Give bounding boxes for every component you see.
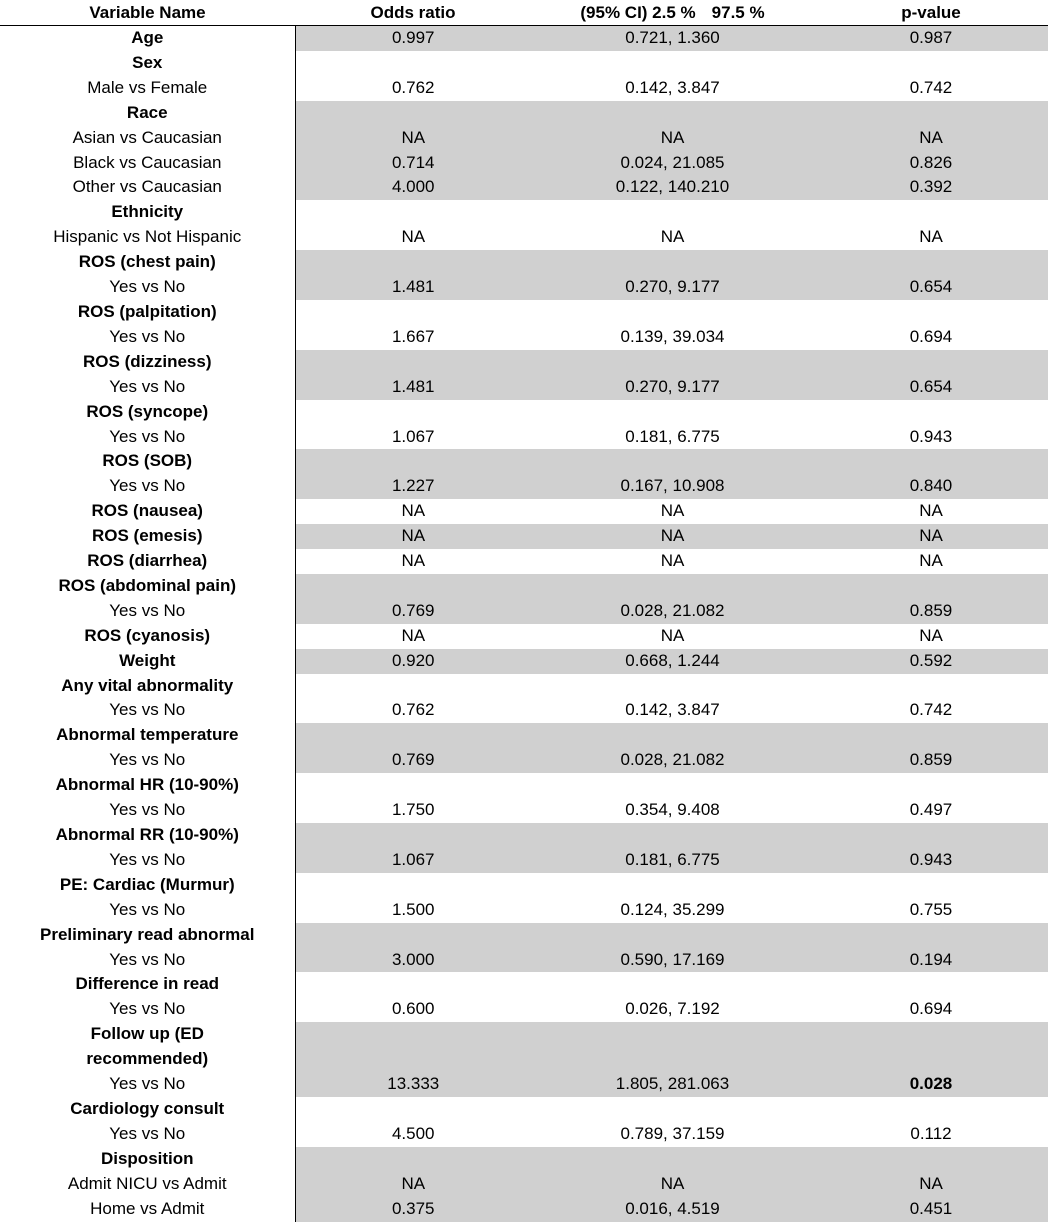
- variable-title: Preliminary read abnormal: [40, 924, 255, 944]
- ci-cell: 0.122, 140.210: [531, 175, 814, 200]
- p-value-cell: 0.028: [814, 1022, 1048, 1097]
- ci-cell: NA: [531, 101, 814, 151]
- p-value-cell: 0.742: [909, 77, 953, 97]
- ci-cell: 0.026, 7.192: [625, 999, 720, 1019]
- odds-ratio-cell: 0.375: [295, 1197, 531, 1222]
- odds-ratio-cell: 1.067: [295, 823, 531, 873]
- variable-comparison: Yes vs No: [109, 849, 186, 869]
- ci-cell: 0.028, 21.082: [531, 723, 814, 773]
- odds-ratio-cell: 0.920: [295, 649, 531, 674]
- ci-cell: 0.721, 1.360: [531, 26, 814, 51]
- odds-ratio-cell: 1.750: [391, 800, 435, 820]
- p-value-cell: 0.694: [909, 326, 953, 346]
- p-value-cell: 0.826: [814, 151, 1048, 176]
- table-row: [0, 26, 1048, 51]
- variable-cell: [0, 1197, 295, 1222]
- variable-comparison: Yes vs No: [109, 600, 186, 620]
- odds-ratio-cell: 1.481: [295, 350, 531, 400]
- p-value-cell: 0.592: [814, 649, 1048, 674]
- p-value-cell: NA: [919, 551, 943, 571]
- table-row: [0, 624, 1048, 649]
- variable-cell: [0, 923, 295, 973]
- p-value-cell: 0.755: [909, 899, 953, 919]
- odds-ratio-cell: 4.000: [295, 175, 531, 200]
- variable-comparison: Male vs Female: [87, 77, 208, 97]
- ci-cell: 0.181, 6.775: [625, 426, 720, 446]
- table-row: [0, 250, 1048, 300]
- variable-title: Follow up (ED recommended): [86, 1024, 209, 1069]
- odds-ratio-cell: NA: [295, 524, 531, 549]
- variable-title: ROS (SOB): [102, 451, 193, 471]
- variable-title: Race: [126, 102, 168, 122]
- odds-ratio-cell: 0.762: [391, 700, 435, 720]
- table-row: [0, 524, 1048, 549]
- variable-cell: [0, 400, 295, 450]
- ci-cell: 0.270, 9.177: [531, 250, 814, 300]
- variable-title: Abnormal temperature: [56, 725, 239, 745]
- variable-title: Difference in read: [75, 974, 220, 994]
- ci-cell: 0.124, 35.299: [620, 899, 725, 919]
- variable-title: ROS (dizziness): [83, 351, 212, 371]
- ci-cell: NA: [660, 227, 685, 247]
- odds-ratio-cell: 1.481: [295, 250, 531, 300]
- ci-cell: NA: [660, 501, 685, 521]
- variable-comparison: Yes vs No: [109, 999, 186, 1019]
- ci-cell: 0.167, 10.908: [531, 449, 814, 499]
- variable-comparison: Yes vs No: [109, 949, 186, 969]
- variable-title: Disposition: [100, 1148, 194, 1168]
- variable-cell: [0, 250, 295, 300]
- variable-title: Weight: [119, 650, 176, 670]
- variable-cell: [0, 624, 295, 649]
- header-ci: [531, 0, 814, 26]
- variable-title: Abnormal HR (10-90%): [55, 775, 239, 795]
- odds-ratio-cell: NA: [401, 227, 426, 247]
- ci-cell: 0.024, 21.085: [531, 151, 814, 176]
- ci-cell: 0.668, 1.244: [531, 649, 814, 674]
- variable-comparison: Asian vs Caucasian: [72, 127, 222, 147]
- table-row: [0, 175, 1048, 200]
- p-value-cell: 0.392: [814, 175, 1048, 200]
- odds-ratio-cell: 0.769: [295, 723, 531, 773]
- table-row: [0, 574, 1048, 624]
- variable-title: ROS (palpitation): [77, 301, 217, 321]
- variable-comparison: Admit NICU vs Admit: [67, 1173, 227, 1193]
- variable-cell: [0, 674, 295, 724]
- p-value-cell: NA: [919, 227, 943, 247]
- p-value-cell: 0.943: [909, 426, 953, 446]
- variable-cell: [0, 175, 295, 200]
- variable-title: ROS (chest pain): [78, 252, 216, 272]
- ci-cell: NA: [660, 625, 685, 645]
- ci-cell: NA: [531, 524, 814, 549]
- p-value-cell: 0.742: [909, 700, 953, 720]
- variable-cell: [0, 200, 295, 250]
- ci-cell: 0.142, 3.847: [625, 77, 720, 97]
- variable-cell: [0, 549, 295, 574]
- variable-cell: [0, 524, 295, 549]
- variable-comparison: Yes vs No: [109, 277, 186, 297]
- table-row: [0, 873, 1048, 923]
- ci-cell: 0.181, 6.775: [531, 823, 814, 873]
- odds-ratio-cell: 1.667: [391, 326, 435, 346]
- variable-comparison: Yes vs No: [109, 1074, 186, 1094]
- ci-cell: NA: [531, 1147, 814, 1197]
- variable-cell: [0, 773, 295, 823]
- ci-cell: 0.142, 3.847: [625, 700, 720, 720]
- p-value-cell: 0.654: [814, 250, 1048, 300]
- variable-title: Sex: [132, 52, 163, 72]
- table-row: [0, 400, 1048, 450]
- variable-comparison: Yes vs No: [109, 700, 186, 720]
- variable-comparison: Hispanic vs Not Hispanic: [53, 227, 242, 247]
- table-row: [0, 499, 1048, 524]
- variable-comparison: Yes vs No: [109, 476, 186, 496]
- variable-cell: [0, 26, 295, 51]
- table-body: [0, 26, 1048, 1222]
- variable-cell: [0, 972, 295, 1022]
- table-row: [0, 1097, 1048, 1147]
- p-value-cell: 0.987: [814, 26, 1048, 51]
- table-row: [0, 773, 1048, 823]
- odds-ratio-cell: 0.762: [391, 77, 435, 97]
- table-row: [0, 200, 1048, 250]
- odds-ratio-cell: NA: [295, 101, 531, 151]
- table-row: [0, 449, 1048, 499]
- variable-cell: [0, 873, 295, 923]
- variable-comparison: Yes vs No: [109, 800, 186, 820]
- odds-ratio-cell: 0.997: [295, 26, 531, 51]
- table-row: [0, 723, 1048, 773]
- odds-ratio-cell: 0.600: [391, 999, 435, 1019]
- variable-comparison: Yes vs No: [109, 750, 186, 770]
- odds-ratio-cell: 13.333: [295, 1022, 531, 1097]
- ci-cell: 0.354, 9.408: [625, 800, 720, 820]
- table-row: [0, 151, 1048, 176]
- header-odds-ratio: Odds ratio: [295, 0, 531, 26]
- odds-ratio-cell: 0.714: [295, 151, 531, 176]
- variable-cell: [0, 1022, 295, 1097]
- variable-title: ROS (abdominal pain): [58, 575, 237, 595]
- table-row: [0, 972, 1048, 1022]
- variable-title: Any vital abnormality: [61, 675, 234, 695]
- ci-cell: 0.016, 4.519: [531, 1197, 814, 1222]
- variable-cell: [0, 51, 295, 101]
- table-row: [0, 923, 1048, 973]
- header-p-value: p-value: [814, 0, 1048, 26]
- p-value-cell: 0.840: [814, 449, 1048, 499]
- header-ci-lower: (95% CI) 2.5 %: [580, 2, 696, 22]
- odds-ratio-cell: 4.500: [391, 1123, 435, 1143]
- ci-cell: 0.789, 37.159: [620, 1123, 725, 1143]
- p-value-cell: NA: [919, 625, 943, 645]
- variable-title: ROS (emesis): [91, 526, 203, 546]
- variable-comparison: Yes vs No: [109, 426, 186, 446]
- p-value-cell: NA: [814, 524, 1048, 549]
- variable-cell: [0, 649, 295, 674]
- odds-ratio-cell: 0.769: [295, 574, 531, 624]
- variable-comparison: Black vs Caucasian: [73, 152, 222, 172]
- table-row: [0, 300, 1048, 350]
- variable-cell: [0, 300, 295, 350]
- table-row: [0, 549, 1048, 574]
- ci-cell: 1.805, 281.063: [531, 1022, 814, 1097]
- variable-cell: [0, 151, 295, 176]
- variable-comparison: Home vs Admit: [90, 1198, 205, 1218]
- header-row: [0, 0, 1048, 26]
- p-value-cell: 0.497: [909, 800, 953, 820]
- odds-ratio-cell: 1.500: [391, 899, 435, 919]
- table-header: [0, 0, 1048, 26]
- p-value-cell: 0.194: [814, 923, 1048, 973]
- table-row: [0, 1147, 1048, 1197]
- variable-title: ROS (cyanosis): [84, 625, 211, 645]
- p-value-cell: 0.654: [814, 350, 1048, 400]
- table-row: [0, 1197, 1048, 1222]
- variable-cell: [0, 449, 295, 499]
- p-value-cell: 0.859: [814, 574, 1048, 624]
- table-row: [0, 674, 1048, 724]
- variable-cell: [0, 574, 295, 624]
- table-row: [0, 823, 1048, 873]
- variable-comparison: Yes vs No: [109, 1123, 186, 1143]
- header-ci-upper: 97.5 %: [711, 2, 765, 22]
- variable-title: Age: [131, 28, 164, 47]
- odds-ratio-cell: NA: [401, 501, 426, 521]
- ci-cell: 0.139, 39.034: [620, 326, 725, 346]
- variable-title: ROS (nausea): [91, 501, 203, 521]
- p-value-cell: 0.694: [909, 999, 953, 1019]
- variable-title: ROS (diarrhea): [87, 551, 208, 571]
- variable-cell: [0, 499, 295, 524]
- table-row: [0, 649, 1048, 674]
- ci-cell: NA: [660, 551, 685, 571]
- variable-title: PE: Cardiac (Murmur): [59, 874, 235, 894]
- variable-cell: [0, 101, 295, 151]
- variable-title: Abnormal RR (10-90%): [55, 825, 239, 844]
- p-value-cell: 0.859: [814, 723, 1048, 773]
- p-value-cell: NA: [814, 1147, 1048, 1197]
- odds-ratio-cell: 1.067: [391, 426, 435, 446]
- variable-title: ROS (syncope): [86, 401, 209, 421]
- p-value-cell: 0.112: [910, 1123, 952, 1143]
- variable-comparison: Yes vs No: [109, 899, 186, 919]
- ci-cell: 0.590, 17.169: [531, 923, 814, 973]
- p-value-cell: 0.451: [814, 1197, 1048, 1222]
- variable-cell: [0, 1097, 295, 1147]
- odds-ratio-cell: NA: [401, 551, 426, 571]
- variable-cell: [0, 1147, 295, 1197]
- odds-ratio-cell: NA: [295, 1147, 531, 1197]
- variable-cell: [0, 350, 295, 400]
- variable-title: Ethnicity: [111, 202, 184, 222]
- p-value-cell: NA: [919, 501, 943, 521]
- variable-comparison: Yes vs No: [109, 376, 186, 396]
- odds-ratio-cell: 3.000: [295, 923, 531, 973]
- ci-cell: 0.270, 9.177: [531, 350, 814, 400]
- table-row: [0, 350, 1048, 400]
- table-row: [0, 1022, 1048, 1097]
- table-row: [0, 101, 1048, 151]
- odds-ratio-cell: NA: [401, 625, 426, 645]
- ci-cell: 0.028, 21.082: [531, 574, 814, 624]
- header-variable-name: Variable Name: [0, 0, 295, 26]
- variable-cell: [0, 723, 295, 773]
- p-value-cell: NA: [814, 101, 1048, 151]
- variable-comparison: Yes vs No: [109, 326, 186, 346]
- p-value-cell: 0.943: [814, 823, 1048, 873]
- variable-cell: [0, 823, 295, 873]
- variable-title: Cardiology consult: [70, 1098, 225, 1118]
- variable-comparison: Other vs Caucasian: [72, 177, 222, 197]
- table-row: [0, 51, 1048, 101]
- odds-ratio-cell: 1.227: [295, 449, 531, 499]
